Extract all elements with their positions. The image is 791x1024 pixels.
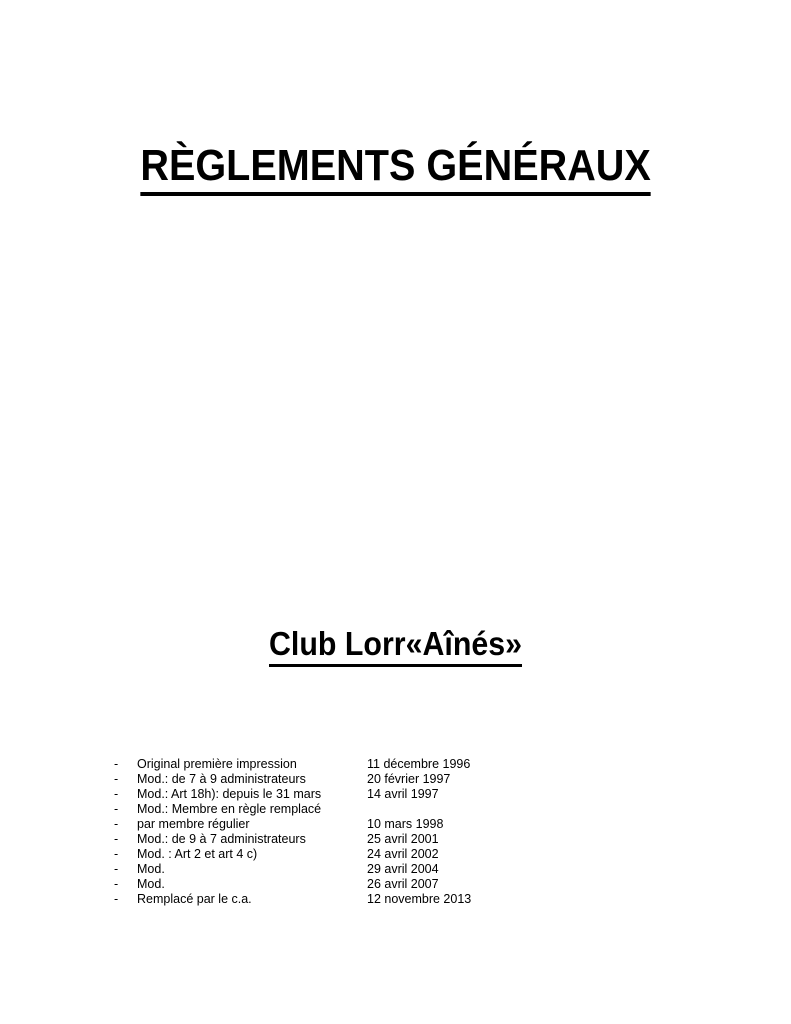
list-bullet: - xyxy=(114,817,119,831)
revision-description: Mod. xyxy=(137,877,165,891)
list-bullet: - xyxy=(114,832,119,846)
revision-description: Mod.: Art 18h): depuis le 31 mars xyxy=(137,787,322,801)
revision-description: Remplacé par le c.a. xyxy=(137,892,252,906)
list-bullet: - xyxy=(114,847,119,861)
revision-date: 26 avril 2007 xyxy=(367,877,439,891)
revision-description: Mod. : Art 2 et art 4 c) xyxy=(137,847,258,861)
document-title-text: RÈGLEMENTS GÉNÉRAUX xyxy=(140,140,650,196)
list-bullet: - xyxy=(114,787,119,801)
list-bullet: - xyxy=(114,772,119,786)
club-name-text: Club Lorr«Aînés» xyxy=(269,624,522,667)
list-bullet: - xyxy=(114,802,119,816)
revision-date: 12 novembre 2013 xyxy=(367,892,472,906)
list-bullet: - xyxy=(114,862,119,876)
revision-description: Mod.: de 9 à 7 administrateurs xyxy=(137,832,306,846)
revision-description: Mod.: Membre en règle remplacé xyxy=(137,802,322,816)
list-bullet: - xyxy=(114,757,119,771)
revision-date: 29 avril 2004 xyxy=(367,862,439,876)
revision-date: 11 décembre 1996 xyxy=(367,757,471,771)
revision-date: 10 mars 1998 xyxy=(367,817,444,831)
revision-date: 24 avril 2002 xyxy=(367,847,439,861)
revision-date: 25 avril 2001 xyxy=(367,832,439,846)
revision-date: 14 avril 1997 xyxy=(367,787,439,801)
revision-date: 20 février 1997 xyxy=(367,772,451,786)
club-name xyxy=(0,624,791,667)
revision-description: Mod.: de 7 à 9 administrateurs xyxy=(137,772,306,786)
document-title xyxy=(0,140,791,196)
list-bullet: - xyxy=(114,877,119,891)
revision-description: Original première impression xyxy=(137,757,297,771)
list-bullet: - xyxy=(114,892,119,906)
revision-description: Mod. xyxy=(137,862,165,876)
revision-description: par membre régulier xyxy=(137,817,250,831)
